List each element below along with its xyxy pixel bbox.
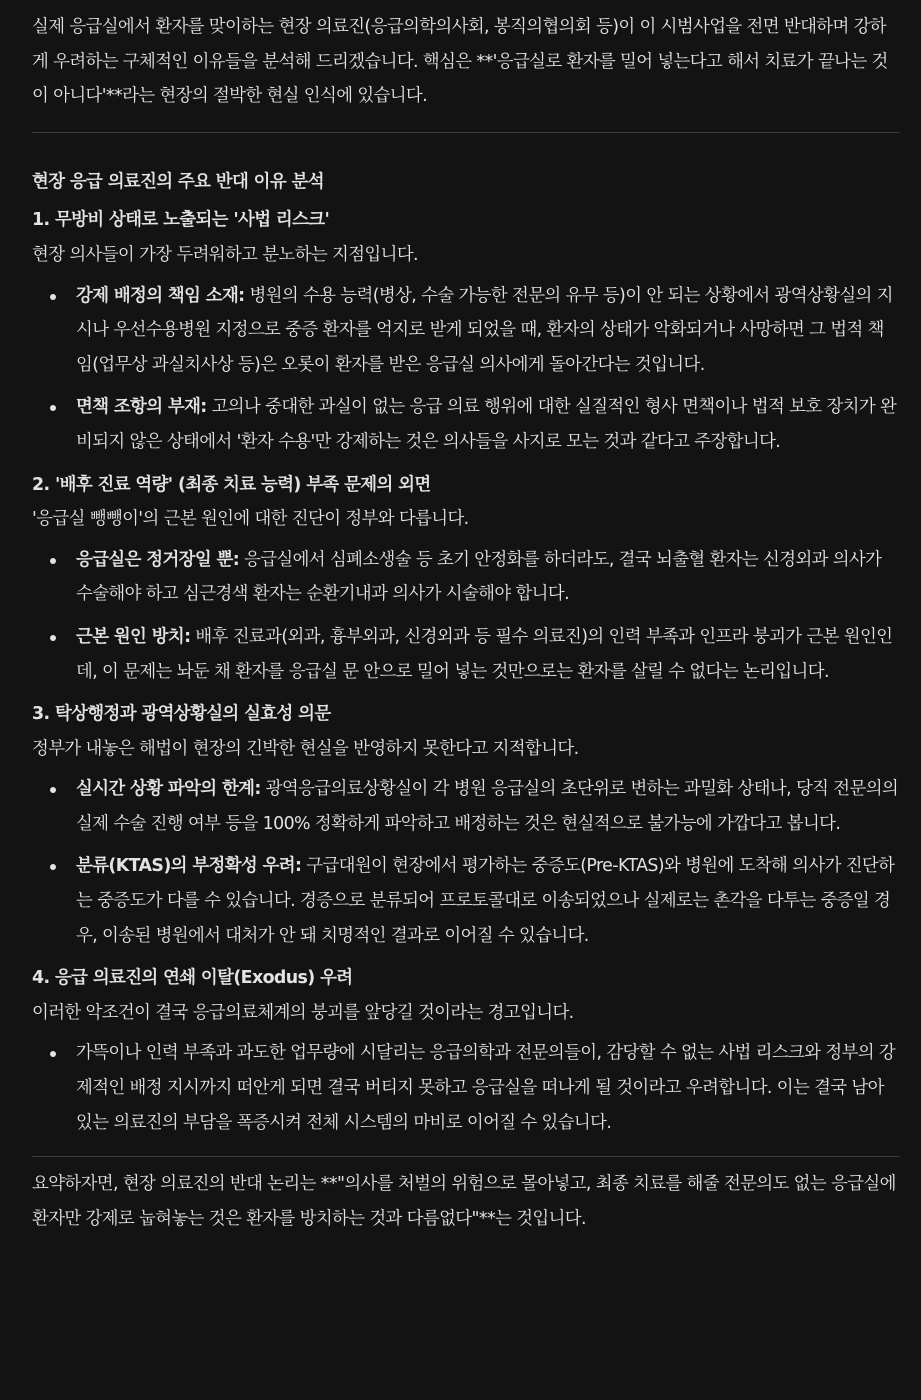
section-desc: 정부가 내놓은 해법이 현장의 긴박한 현실을 반영하지 못한다고 지적합니다. [32,738,579,759]
divider-bottom [32,1156,900,1157]
list-item [76,543,900,612]
section-2 [32,468,900,690]
section-4 [32,961,900,1140]
summary-paragraph: 요약하자면, 현장 의료진의 반대 논리는 **"의사를 처벌의 위험으로 몰아넣고, 최종 치료를 해줄 전문의도 없는 응급실에 환자만 강제로 눕혀놓는 것은 환자를 방치하는 것과 다름없다"**는 것입니다. [32,1174,896,1229]
bullet-lead: 응급실은 정거장일 뿐: [76,549,240,570]
bullet-lead: 면책 조항의 부재: [76,397,207,418]
bullet-text: 고의나 중대한 과실이 없는 응급 의료 행위에 대한 실질적인 형사 면책이나 법적 보호 장치가 완비되지 않은 상태에서 '환자 수용'만 강제하는 것은 의사들을 사지로 모는 것과 같다고 주장합니다. [76,397,897,452]
section-title: 3. 탁상행정과 광역상황실의 실효성 의문 [32,704,331,725]
bullet-list [32,543,900,689]
bullet-text: 응급실에서 심폐소생술 등 초기 안정화를 하더라도, 결국 뇌출혈 환자는 신경외과 의사가 수술해야 하고 심근경색 환자는 순환기내과 의사가 시술해야 합니다. [76,549,882,605]
bullet-lead: 근본 원인 방치: [76,626,191,647]
bullet-lead: 실시간 상황 파악의 한계: [76,779,261,800]
list-item [76,390,900,459]
bullet-text: 광역응급의료상황실이 각 병원 응급실의 초단위로 변하는 과밀화 상태나, 당직 전문의의 실제 수술 진행 여부 등을 100% 정확하게 파악하고 배정하는 것은 현실적으로 불가능에 가깝다고 봅니다. [76,779,899,834]
section-1 [32,203,900,459]
bullet-lead: 강제 배정의 책임 소재: [76,285,245,306]
bullet-list [32,1036,900,1140]
list-item [76,279,900,383]
bullet-list [32,279,900,460]
section-desc: 이러한 악조건이 결국 응급의료체계의 붕괴를 앞당길 것이라는 경고입니다. [32,1002,574,1023]
main-heading: 현장 응급 의료진의 주요 반대 이유 분석 [32,171,324,192]
intro-paragraph: 실제 응급실에서 환자를 맞이하는 현장 의료진(응급의학의사회, 봉직의협의회 등)이 이 시범사업을 전면 반대하며 강하게 우려하는 구체적인 이유들을 분석해 드리겠습니다. 핵심은 **'응급실로 환자를 밀어 넣는다고 해서 치료가 끝나는 것이 아니다'**라는 현장의 절박한 현실 인식에 있습니다. [32,17,888,107]
section-3 [32,697,900,953]
bullet-text: 배후 진료과(외과, 흉부외과, 신경외과 등 필수 의료진)의 인력 부족과 인프라 붕괴가 근본 원인인데, 이 문제는 놔둔 채 환자를 응급실 문 안으로 밀어 넣는 것만으로는 환자를 살릴 수 없다는 논리입니다. [76,626,893,682]
list-item [76,1036,900,1140]
bullet-text: 가뜩이나 인력 부족과 과도한 업무량에 시달리는 응급의학과 전문의들이, 감당할 수 없는 사법 리스크와 정부의 강제적인 배정 지시까지 떠안게 되면 결국 버티지 못하고 응급실을 떠나게 될 것이라고 우려합니다. 이는 결국 남아있는 의료진의 부담을 폭증시켜 전체 시스템의 마비로 이어질 수 있습니다. [76,1043,896,1133]
list-item [76,772,900,841]
bullet-text: 구급대원이 현장에서 평가하는 중증도(Pre-KTAS)와 병원에 도착해 의사가 진단하는 중증도가 다를 수 있습니다. 경증으로 분류되어 프로토콜대로 이송되었으나 실제로는 촌각을 다투는 중증일 경우, 이송된 병원에서 대처가 안 돼 치명적인 결과로 이어질 수 있습니다. [76,856,895,946]
section-desc: 현장 의사들이 가장 두려워하고 분노하는 지점입니다. [32,244,418,265]
divider-top [32,132,900,133]
section-title: 1. 무방비 상태로 노출되는 '사법 리스크' [32,210,330,231]
list-item [76,620,900,689]
list-item [76,849,900,953]
section-desc: '응급실 뺑뺑이'의 근본 원인에 대한 진단이 정부와 다릅니다. [32,509,469,530]
section-title: 4. 응급 의료진의 연쇄 이탈(Exodus) 우려 [32,968,353,989]
bullet-lead: 분류(KTAS)의 부정확성 우려: [76,856,302,877]
bullet-list [32,772,900,953]
bullet-text: 병원의 수용 능력(병상, 수술 가능한 전문의 유무 등)이 안 되는 상황에서 광역상황실의 지시나 우선수용병원 지정으로 중증 환자를 억지로 받게 되었을 때, 환자의 상태가 악화되거나 사망하면 그 법적 책임(업무상 과실치사상 등)은 오롯이 환자를 받은 응급실 의사에게 돌아간다는 것입니다. [76,285,893,375]
section-title: 2. '배후 진료 역량' (최종 치료 능력) 부족 문제의 외면 [32,474,431,495]
